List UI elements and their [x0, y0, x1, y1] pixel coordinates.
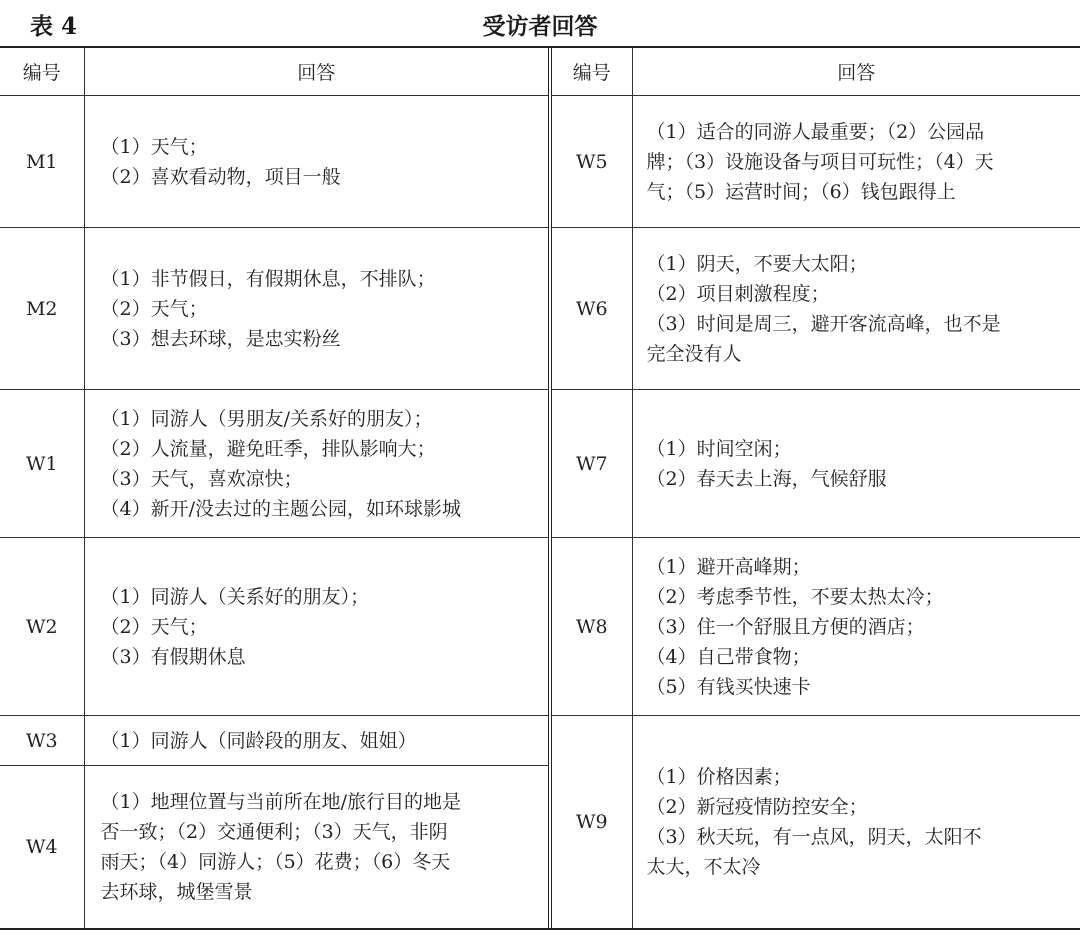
row-id: W6 [552, 228, 632, 390]
answer-line: 去环球，城堡雪景 [100, 881, 253, 904]
table-row [0, 766, 548, 929]
answer-line: （5）有钱买快速卡 [646, 675, 811, 698]
row-id: M1 [0, 96, 84, 228]
answer-line: （1）同游人（关系好的朋友）； [100, 585, 370, 608]
row-id: W7 [552, 390, 632, 538]
right-table [552, 48, 1080, 929]
table-row [552, 390, 1080, 538]
answer-line: （2）春天去上海，气候舒服 [646, 467, 887, 490]
answer-line: （3）有假期休息 [100, 645, 246, 668]
table-row [0, 716, 548, 766]
answer-line: 完全没有人 [646, 342, 742, 365]
answer-line: （2）天气； [100, 297, 208, 320]
answer-cell [84, 538, 548, 716]
answer-line: （1）时间空闲； [646, 437, 792, 460]
answer-line: （3）时间是周三，避开客流高峰，也不是 [646, 312, 1001, 335]
left-header-row [0, 48, 548, 96]
answer-line: 牌；（3）设施设备与项目可玩性；（4）天 [646, 150, 994, 173]
header-answer: 回答 [297, 62, 336, 84]
answer-line: （1）非节假日，有假期休息，不排队； [100, 267, 436, 290]
row-id: W9 [552, 716, 632, 929]
answer-line: 否一致；（2）交通便利；（3）天气，非阴 [100, 821, 448, 844]
answer-line: （1）价格因素； [646, 766, 792, 789]
answer-line: （3）住一个舒服且方便的酒店； [646, 615, 925, 638]
header-id: 编号 [552, 48, 632, 96]
answer-line: （1）避开高峰期； [646, 555, 811, 578]
table-row [552, 538, 1080, 716]
row-id: W4 [0, 766, 84, 929]
header-answer: 回答 [837, 62, 876, 84]
answer-line: （1）同游人（男朋友/关系好的朋友）； [100, 407, 433, 430]
right-header-row [552, 48, 1080, 96]
table-title: 受访者回答 [482, 13, 598, 40]
answer-line: （1）同游人（同龄段的朋友、姐姐） [100, 729, 417, 752]
row-id: W8 [552, 538, 632, 716]
answer-line: （1）阴天，不要大太阳； [646, 252, 868, 275]
table-row [552, 96, 1080, 228]
answer-line: 太大，不太冷 [646, 856, 761, 879]
answer-line: （1）天气； [100, 135, 208, 158]
row-id: M2 [0, 228, 84, 390]
answer-line: （2）新冠疫情防控安全； [646, 796, 868, 819]
answer-cell [84, 766, 548, 929]
answer-line: （3）天气，喜欢凉快； [100, 467, 303, 490]
table-row [0, 390, 548, 538]
row-id: W2 [0, 538, 84, 716]
answer-line: （2）项目刺激程度； [646, 282, 830, 305]
answer-line: （2）天气； [100, 615, 208, 638]
answer-cell [84, 390, 548, 538]
bottom-rule [0, 928, 1080, 930]
answer-cell [84, 716, 548, 766]
row-id: W1 [0, 390, 84, 538]
row-id: W5 [552, 96, 632, 228]
row-id: W3 [0, 716, 84, 766]
answer-cell [632, 716, 1080, 929]
answer-cell [632, 96, 1080, 228]
answer-cell [632, 538, 1080, 716]
answer-line: （4）新开/没去过的主题公园，如环球影城 [100, 497, 461, 520]
answer-line: 雨天；（4）同游人；（5）花费；（6）冬天 [100, 851, 451, 874]
table-row [552, 228, 1080, 390]
answer-cell [632, 390, 1080, 538]
answer-line: （1）适合的同游人最重要；（2）公园品 [646, 120, 985, 143]
header-id: 编号 [0, 48, 84, 96]
answer-line: 气；（5）运营时间；（6）钱包跟得上 [646, 180, 956, 203]
table-row [0, 228, 548, 390]
table-row [0, 96, 548, 228]
answer-line: （4）自己带食物； [646, 645, 811, 668]
table-label: 表 4 [30, 13, 78, 40]
answer-line: （1）地理位置与当前所在地/旅行目的地是 [100, 791, 461, 814]
left-table [0, 48, 548, 929]
answer-cell [84, 96, 548, 228]
answer-cell [632, 228, 1080, 390]
answer-line: （2）人流量，避免旺季，排队影响大； [100, 437, 436, 460]
answer-line: （2）考虑季节性，不要太热太冷； [646, 585, 944, 608]
answer-line: （3）想去环球，是忠实粉丝 [100, 327, 341, 350]
table-row [552, 716, 1080, 929]
table-row [0, 538, 548, 716]
answer-line: （3）秋天玩，有一点风，阴天，太阳不 [646, 826, 982, 849]
answer-cell [84, 228, 548, 390]
answer-line: （2）喜欢看动物，项目一般 [100, 165, 341, 188]
